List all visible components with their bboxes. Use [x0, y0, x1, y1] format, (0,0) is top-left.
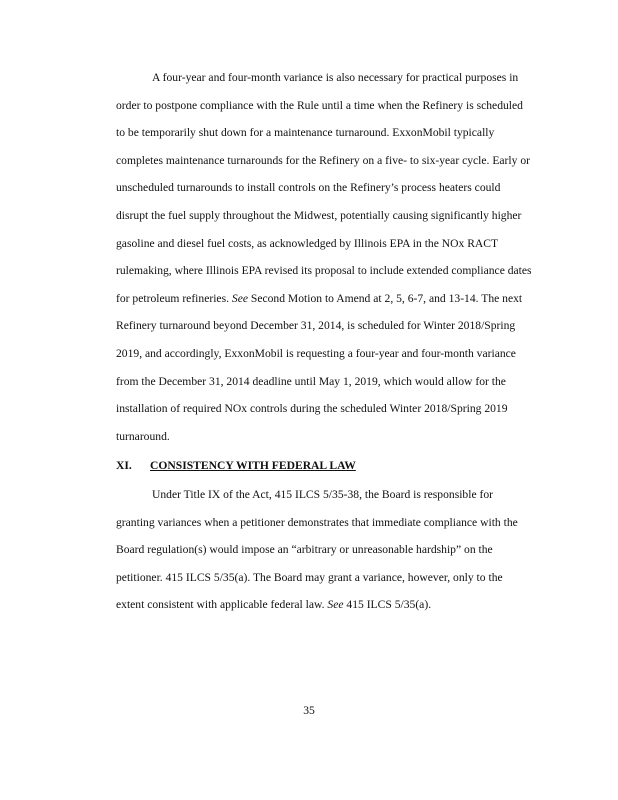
paragraph-federal-law [116, 481, 536, 619]
text-line: disrupt the fuel supply throughout the Midwest, potentially causing significantly higher [116, 208, 522, 222]
text-fragment: for petroleum refineries. [116, 291, 232, 305]
text-line: 2019, and accordingly, ExxonMobil is requesting a four-year and four-month variance [116, 346, 516, 360]
text-fragment: Second Motion to Amend at 2, 5, 6-7, and 13-14. The next [247, 291, 523, 305]
text-line [116, 285, 536, 313]
text-line: turnaround. [116, 429, 170, 443]
text-line: to be temporarily shut down for a maintenance turnaround. ExxonMobil typically [116, 126, 495, 140]
text-line: gasoline and diesel fuel costs, as acknowledged by Illinois EPA in the NOx RACT [116, 236, 499, 250]
text-line: order to postpone compliance with the Rule until a time when the Refinery is scheduled [116, 98, 523, 112]
text-fragment: 415 ILCS 5/35(a). [343, 598, 432, 612]
citation-signal: See [327, 598, 344, 612]
text-line: from the December 31, 2014 deadline until May 1, 2019, which would allow for the [116, 374, 506, 388]
section-number: XI. [116, 459, 132, 472]
text-fragment: extent consistent with applicable federal law. [116, 598, 328, 612]
text-line [116, 591, 536, 619]
text-line: granting variances when a petitioner demonstrates that immediate compliance with the [116, 515, 518, 529]
text-line: completes maintenance turnarounds for the Refinery on a five- to six-year cycle. Early or [116, 153, 530, 167]
text-line: unscheduled turnarounds to install controls on the Refinery’s process heaters could [116, 181, 501, 195]
page-number: 35 [303, 704, 315, 717]
citation-signal: See [231, 291, 248, 305]
section-title: CONSISTENCY WITH FEDERAL LAW [150, 459, 356, 472]
text-line: Board regulation(s) would impose an “arbitrary or unreasonable hardship” on the [116, 543, 493, 557]
text-line: Under Title IX of the Act, 415 ILCS 5/35-38, the Board is responsible for [152, 488, 494, 501]
paragraph-variance-purpose [116, 64, 536, 450]
text-line: installation of required NOx controls during the scheduled Winter 2018/Spring 2019 [116, 402, 508, 416]
text-line: Refinery turnaround beyond December 31, 2014, is scheduled for Winter 2018/Spring [116, 319, 516, 333]
text-line: rulemaking, where Illinois EPA revised its proposal to include extended compliance dates [116, 264, 532, 278]
text-line: petitioner. 415 ILCS 5/35(a). The Board may grant a variance, however, only to the [116, 570, 503, 584]
section-heading [116, 456, 356, 476]
text-line: A four-year and four-month variance is also necessary for practical purposes in [152, 71, 519, 84]
